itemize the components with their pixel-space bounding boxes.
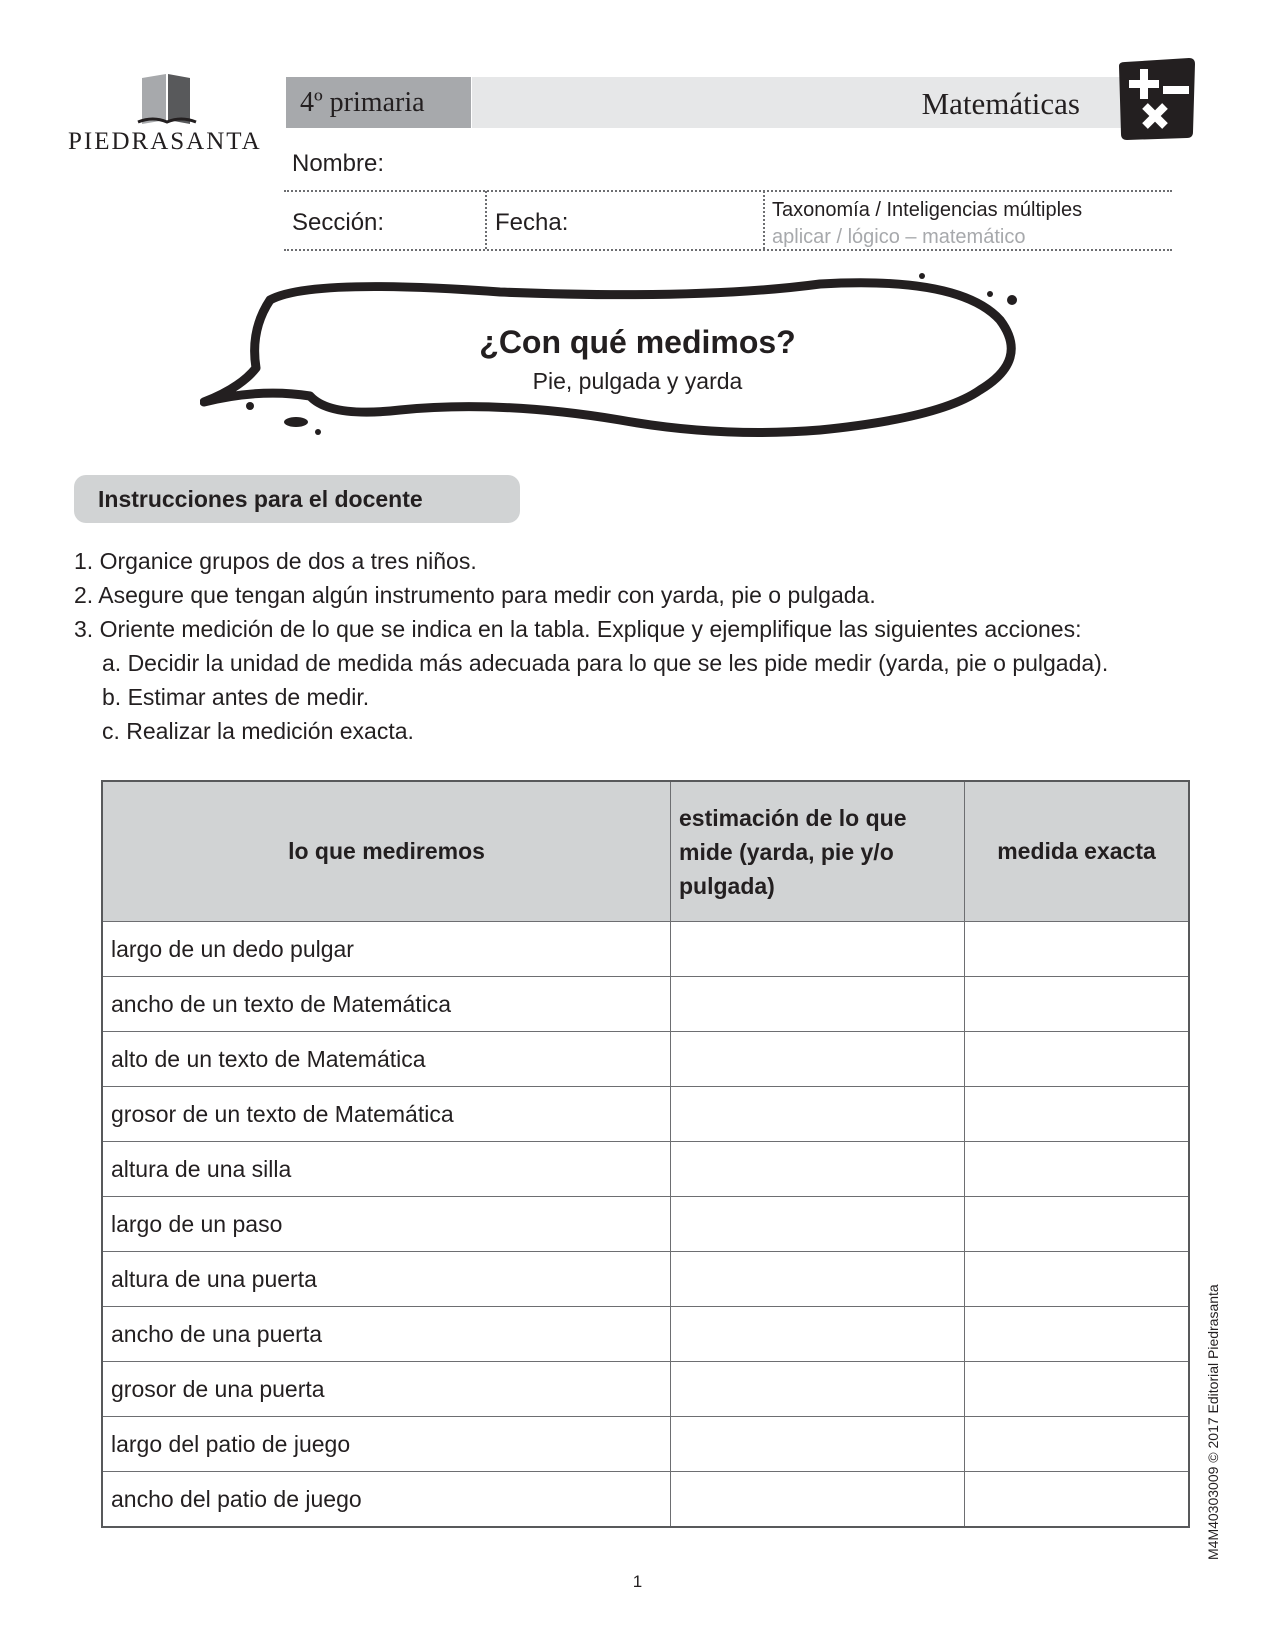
table-row [102, 1362, 1189, 1417]
column-header-exact: medida exacta [965, 781, 1190, 922]
exact-cell[interactable] [965, 1472, 1190, 1528]
exact-cell[interactable] [965, 1142, 1190, 1197]
exact-cell[interactable] [965, 1197, 1190, 1252]
estimate-cell[interactable] [671, 1142, 965, 1197]
table-row [102, 1087, 1189, 1142]
publisher-logo [68, 72, 268, 162]
worksheet-title: ¿Con qué medimos? [479, 324, 796, 360]
taxonomy-label: Taxonomía / Inteligencias múltiples [772, 199, 1083, 221]
table-row [102, 1142, 1189, 1197]
table-row [102, 1472, 1189, 1528]
estimate-cell[interactable] [671, 1087, 965, 1142]
estimate-cell[interactable] [671, 1472, 965, 1528]
row-item: largo de un dedo pulgar [102, 922, 671, 977]
row-item: altura de una silla [102, 1142, 671, 1197]
exact-cell[interactable] [965, 1252, 1190, 1307]
row-item: alto de un texto de Matemática [102, 1032, 671, 1087]
column-header-estimate: estimación de lo que mide (yarda, pie y/o pulgada) [671, 781, 965, 922]
instruction-substep: c. Realizar la medición exacta. [102, 718, 414, 744]
row-item: grosor de una puerta [102, 1362, 671, 1417]
estimate-cell[interactable] [671, 977, 965, 1032]
estimate-cell[interactable] [671, 1032, 965, 1087]
worksheet-subtitle: Pie, pulgada y yarda [532, 368, 743, 394]
fields-bottom-line [284, 249, 1172, 251]
book-icon [68, 72, 268, 128]
date-label: Fecha: [495, 209, 569, 236]
page-number: 1 [632, 1572, 643, 1591]
table-row [102, 977, 1189, 1032]
exact-cell[interactable] [965, 1362, 1190, 1417]
row-item: altura de una puerta [102, 1252, 671, 1307]
exact-cell[interactable] [965, 1087, 1190, 1142]
row-item: grosor de un texto de Matemática [102, 1087, 671, 1142]
instructions-heading: Instrucciones para el docente [74, 475, 520, 523]
instruction-step: 2. Asegure que tengan algún instrumento para medir con yarda, pie o pulgada. [74, 582, 876, 608]
estimate-cell[interactable] [671, 922, 965, 977]
table-header-row [102, 781, 1189, 922]
subject-title: Matemáticas [921, 86, 1080, 121]
row-item: ancho de un texto de Matemática [102, 977, 671, 1032]
grade-label: 4º primaria [286, 77, 471, 128]
table-row [102, 1417, 1189, 1472]
instruction-step: 3. Oriente medición de lo que se indica en la tabla. Explique y ejemplifique las siguientes acciones: [74, 616, 1082, 642]
table-row [102, 1032, 1189, 1087]
brand-name: PIEDRASANTA [68, 128, 262, 155]
section-divider [485, 191, 487, 249]
taxonomy-value: aplicar / lógico – matemático [772, 226, 1026, 248]
date-divider [763, 191, 765, 249]
estimate-cell[interactable] [671, 1417, 965, 1472]
estimate-cell[interactable] [671, 1197, 965, 1252]
exact-cell[interactable] [965, 1032, 1190, 1087]
row-item: ancho de una puerta [102, 1307, 671, 1362]
exact-cell[interactable] [965, 977, 1190, 1032]
table-row [102, 922, 1189, 977]
instruction-substep: a. Decidir la unidad de medida más adecuada para lo que se les pide medir (yarda, pie o pulgada). [102, 650, 1109, 676]
name-label: Nombre: [292, 150, 385, 177]
table-row [102, 1197, 1189, 1252]
table-row [102, 1307, 1189, 1362]
name-underline [284, 190, 1172, 192]
measurement-table [101, 780, 1190, 1528]
exact-cell[interactable] [965, 1307, 1190, 1362]
estimate-cell[interactable] [671, 1307, 965, 1362]
row-item: largo del patio de juego [102, 1417, 671, 1472]
estimate-cell[interactable] [671, 1362, 965, 1417]
exact-cell[interactable] [965, 922, 1190, 977]
estimate-cell[interactable] [671, 1252, 965, 1307]
math-operations-icon [1117, 56, 1197, 142]
row-item: largo de un paso [102, 1197, 671, 1252]
section-label: Sección: [292, 209, 385, 236]
row-item: ancho del patio de juego [102, 1472, 671, 1528]
instruction-step: 1. Organice grupos de dos a tres niños. [74, 548, 477, 574]
exact-cell[interactable] [965, 1417, 1190, 1472]
instruction-substep: b. Estimar antes de medir. [102, 684, 370, 710]
copyright-note: M4M40303009 © 2017 Editorial Piedrasanta [1205, 1284, 1221, 1560]
column-header-item: lo que mediremos [102, 781, 671, 922]
table-row [102, 1252, 1189, 1307]
